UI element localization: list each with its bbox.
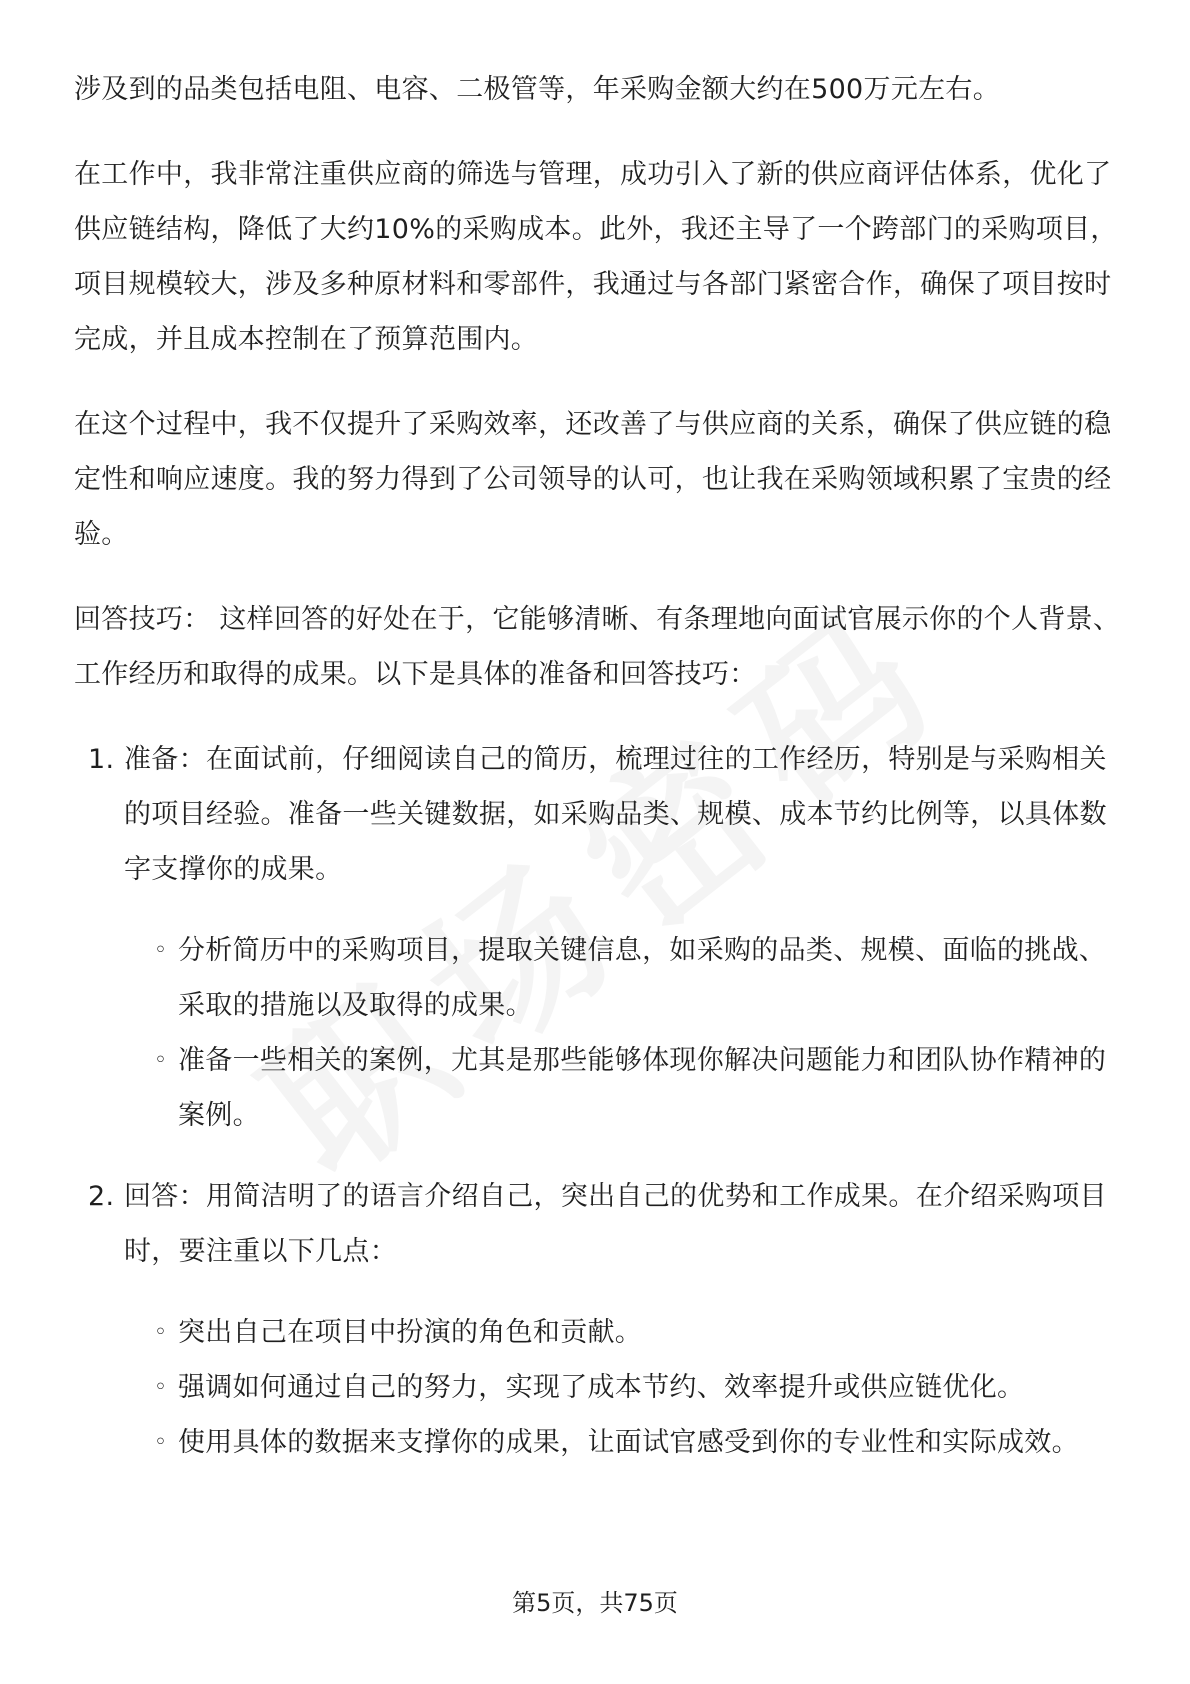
bullet-icon: ◦ [154,1320,168,1345]
sub-list [124,923,1124,1143]
sub-item-text: 强调如何通过自己的努力，实现了成本节约、效率提升或供应链优化。 [178,1372,1025,1403]
step-text: 准备：在面试前，仔细阅读自己的简历，梳理过往的工作经历，特别是与采购相关的项目经验。准备一些关键数据，如采购品类、规模、成本节约比例等，以具体数字支撑你的成果。 [124,744,1107,885]
sub-item [124,1415,1124,1470]
bullet-icon: ◦ [154,1048,168,1073]
bullet-icon: ◦ [154,1430,168,1455]
sub-item-text: 使用具体的数据来支撑你的成果，让面试官感受到你的专业性和实际成效。 [178,1427,1079,1458]
sub-item [124,1305,1124,1360]
paragraph-process: 在这个过程中，我不仅提升了采购效率，还改善了与供应商的关系，确保了供应链的稳定性和响应速度。我的努力得到了公司领导的认可，也让我在采购领域积累了宝贵的经验。 [74,409,1112,550]
step-number: 1. [88,744,115,775]
steps-list [74,732,1124,1470]
paragraph-answer-tips: 回答技巧： 这样回答的好处在于，它能够清晰、有条理地向面试官展示你的个人背景、工作经历和取得的成果。以下是具体的准备和回答技巧： [74,604,1121,690]
paragraph-work: 在工作中，我非常注重供应商的筛选与管理，成功引入了新的供应商评估体系，优化了供应链结构，降低了大约10%的采购成本。此外，我还主导了一个跨部门的采购项目，项目规模较大，涉及多种原材料和零部件，我通过与各部门紧密合作，确保了项目按时完成，并且成本控制在了预算范围内。 [74,159,1118,355]
bullet-icon: ◦ [154,1375,168,1400]
sub-list [124,1305,1124,1470]
page-content [74,62,1124,1496]
step-text: 回答：用简洁明了的语言介绍自己，突出自己的优势和工作成果。在介绍采购项目时，要注重以下几点： [124,1181,1107,1267]
step-item [74,1169,1124,1470]
bullet-icon: ◦ [154,938,168,963]
sub-item-text: 准备一些相关的案例，尤其是那些能够体现你解决问题能力和团队协作精神的案例。 [178,1045,1107,1131]
sub-item-text: 分析简历中的采购项目，提取关键信息，如采购的品类、规模、面临的挑战、采取的措施以及取得的成果。 [178,935,1107,1021]
page-footer: 第5页，共75页 [512,1589,678,1617]
step-item [74,732,1124,1143]
sub-item [124,923,1124,1033]
sub-item [124,1033,1124,1143]
paragraph-intro: 涉及到的品类包括电阻、电容、二极管等，年采购金额大约在500万元左右。 [74,74,1001,105]
sub-item [124,1360,1124,1415]
sub-item-text: 突出自己在项目中扮演的角色和贡献。 [178,1317,643,1348]
step-number: 2. [88,1181,115,1212]
